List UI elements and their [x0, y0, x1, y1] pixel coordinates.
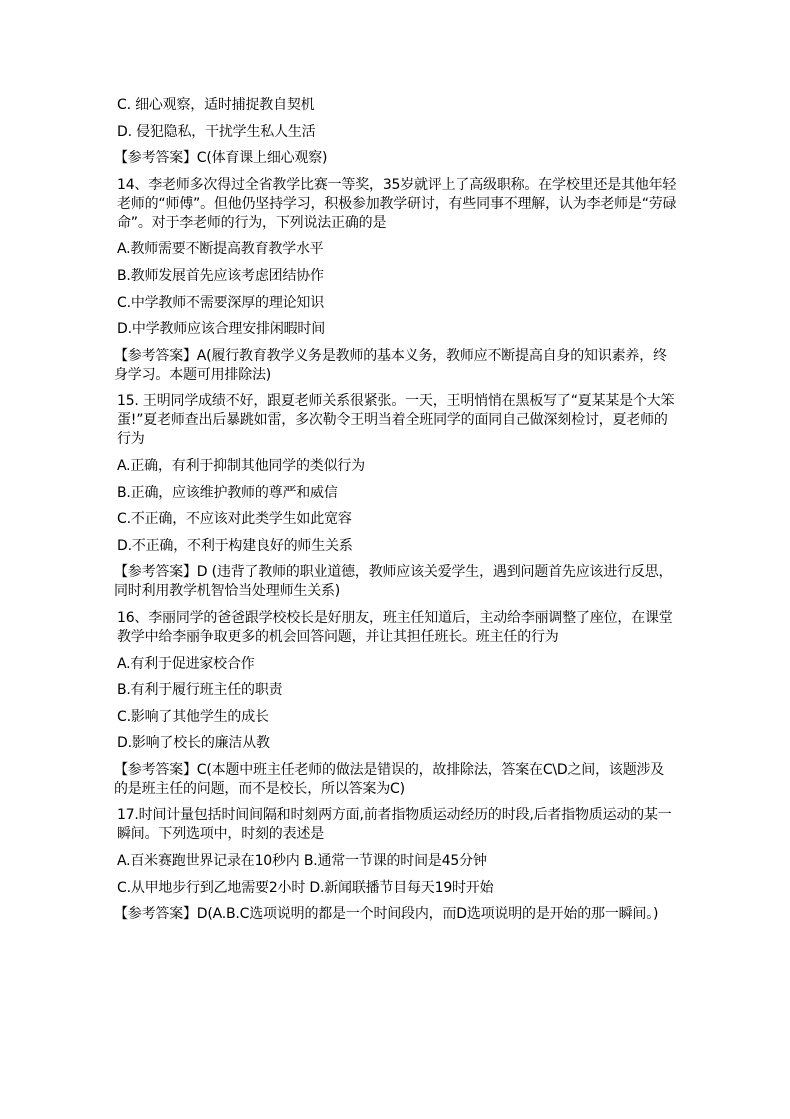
option-14b: B.教师发展首先应该考虑团结协作: [117, 267, 324, 284]
option-14d: D.中学教师应该合理安排闲暇时间: [117, 321, 326, 338]
option-15b: B.正确，应该维护教师的尊严和威信: [117, 484, 338, 501]
option-17cd: C.从甲地步行到乙地需要2小时 D.新闻联播节目每天19时开始: [117, 879, 494, 896]
question-14: 14、李老师多次得过全省教学比赛一等奖，35岁就评上了高级职称。在学校里还是其他年轻老师的“师傅”。但他仍坚持学习，积极参加教学研讨，有些同事不理解，认为李老师是“劳碌命”。对于李老师的行为，下列说法正确的是: [117, 176, 677, 231]
question-15: 15. 王明同学成绩不好，跟夏老师关系很紧张。一天，王明悄悄在黑板写了“夏某某是个大笨蛋!”夏老师查出后暴跳如雷，多次勒令王明当着全班同学的面同自己做深刻检讨，夏老师的行为: [117, 393, 675, 448]
answer-14: 【参考答案】A(履行教育教学义务是教师的基本义务，教师应不断提高自身的知识素养，终身学习。本题可用排除法): [114, 347, 667, 383]
option-14a: A.教师需要不断提高教育教学水平: [117, 241, 324, 258]
option-13d: D. 侵犯隐私，干扰学生私人生活: [117, 123, 316, 140]
question-17: 17.时间计量包括时间间隔和时刻两方面,前者指物质运动经历的时段,后者指物质运动的某一瞬间。下列选项中，时刻的表述是: [117, 807, 672, 843]
option-17ab: A.百米赛跑世界记录在10秒内 B.通常一节课的时间是45分钟: [117, 853, 487, 870]
option-16d: D.影响了校长的廉洁从教: [117, 735, 270, 752]
question-16: 16、李丽同学的爸爸跟学校校长是好朋友，班主任知道后，主动给李丽调整了座位，在课堂教学中给李丽争取更多的机会回答问题，并让其担任班长。班主任的行为: [117, 609, 673, 645]
option-16b: B.有利于履行班主任的职责: [117, 682, 283, 699]
answer-16: 【参考答案】C(本题中班主任老师的做法是错误的，故排除法，答案在C\D之间，该题涉及的是班主任的问题，而不是校长，所以答案为C): [114, 761, 665, 797]
option-13c: C. 细心观察，适时捕捉教自契机: [117, 97, 315, 113]
document-page: [114, 96, 677, 932]
option-16c: C.影响了其他学生的成长: [117, 708, 269, 725]
answer-15: 【参考答案】D (违背了教师的职业道德，教师应该关爱学生，遇到问题首先应该进行反思，同时利用教学机智恰当处理师生关系): [114, 564, 673, 600]
option-15a: A.正确，有利于抑制其他同学的类似行为: [117, 457, 365, 474]
option-16a: A.有利于促进家校合作: [117, 655, 255, 672]
option-14c: C.中学教师不需要深厚的理论知识: [117, 294, 325, 311]
option-15c: C.不正确，不应该对此类学生如此宽容: [117, 511, 352, 528]
option-15d: D.不正确，不利于构建良好的师生关系: [117, 537, 353, 554]
answer-17: 【参考答案】D(A.B.C选项说明的都是一个时间段内，而D选项说明的是开始的那一瞬间。): [114, 906, 659, 923]
answer-13: 【参考答案】C(体育课上细心观察): [114, 150, 328, 167]
